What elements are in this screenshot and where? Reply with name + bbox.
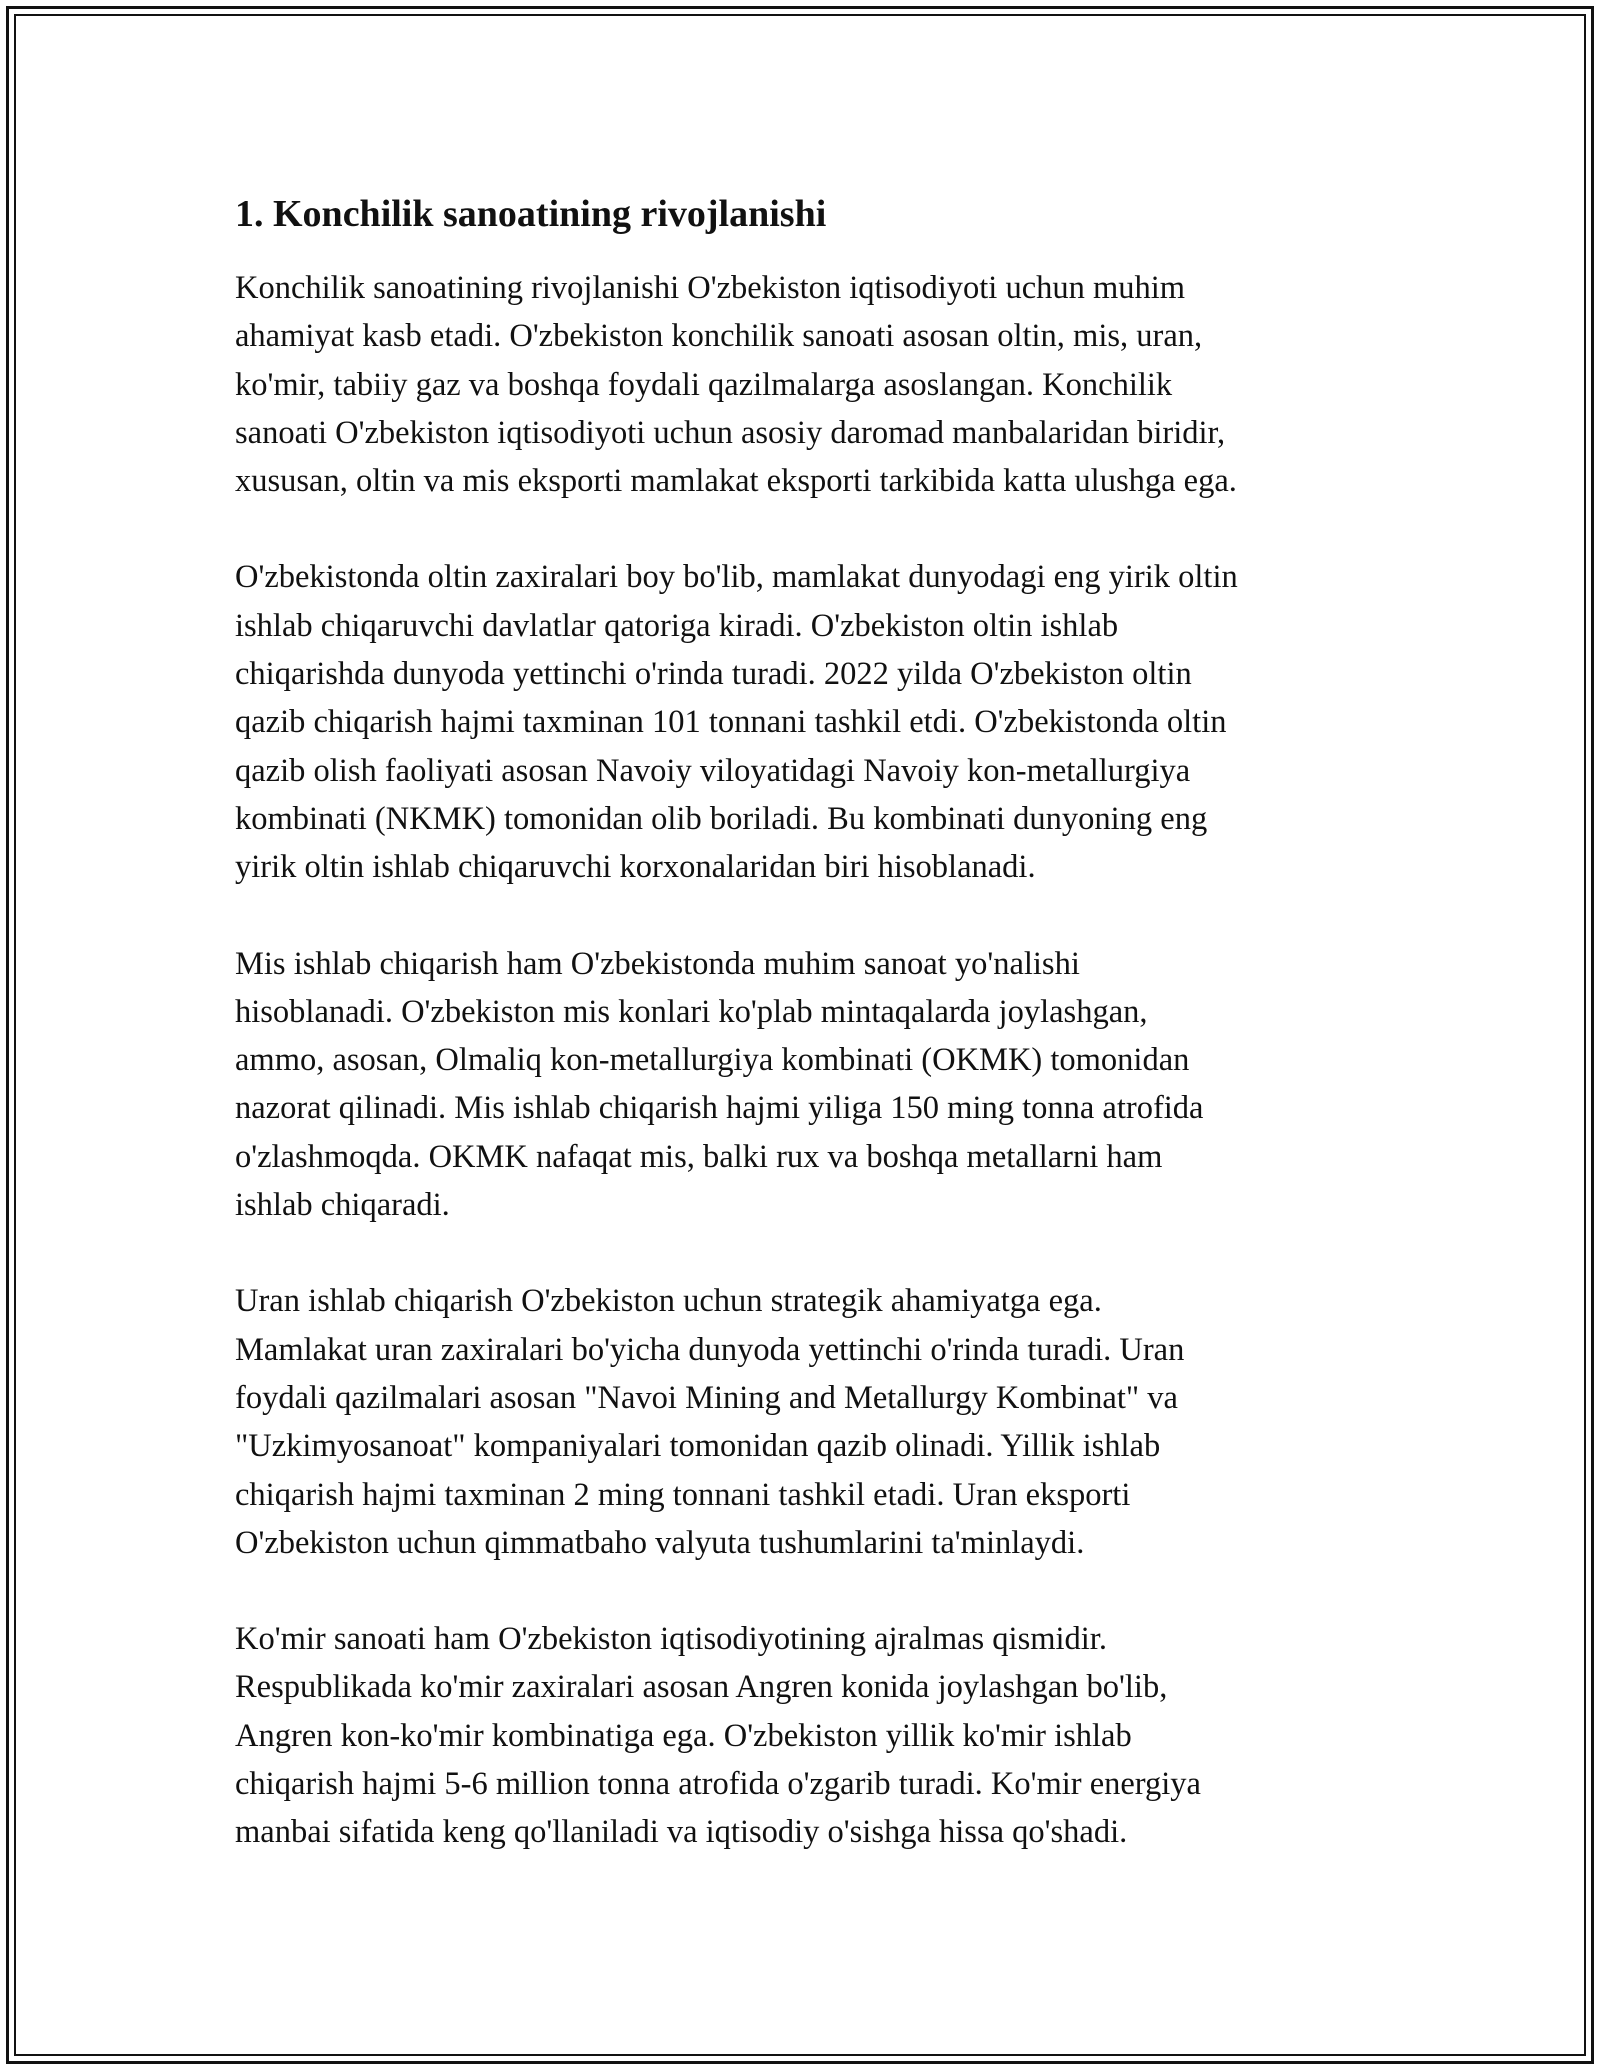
paragraph-line: nazorat qilinadi. Mis ishlab chiqarish hajmi yiliga 150 ming tonna atrofida: [235, 1090, 1204, 1127]
paragraph-line: o'zlashmoqda. OKMK nafaqat mis, balki rux va boshqa metallarni ham: [235, 1138, 1163, 1175]
paragraph-3: [235, 940, 1375, 1230]
paragraph-line: O'zbekiston uchun qimmatbaho valyuta tushumlarini ta'minlaydi.: [235, 1524, 1085, 1561]
paragraph-line: O'zbekistonda oltin zaxiralari boy bo'lib, mamlakat dunyodagi eng yirik oltin: [235, 559, 1238, 596]
paragraph-line: qazib olish faoliyati asosan Navoiy viloyatidagi Navoiy kon-metallurgiya: [235, 752, 1191, 789]
section-heading: 1. Konchilik sanoatining rivojlanishi: [235, 193, 827, 235]
paragraph-line: Uran ishlab chiqarish O'zbekiston uchun strategik ahamiyatga ega.: [235, 1283, 1102, 1320]
paragraph-line: kombinati (NKMK) tomonidan olib boriladi. Bu kombinati dunyoning eng: [235, 800, 1208, 837]
paragraph-line: Angren kon-ko'mir kombinatiga ega. O'zbekiston yillik ko'mir ishlab: [235, 1717, 1132, 1754]
paragraph-line: ko'mir, tabiiy gaz va boshqa foydali qazilmalarga asoslangan. Konchilik: [235, 366, 1173, 403]
paragraph-line: chiqarish hajmi 5-6 million tonna atrofida o'zgarib turadi. Ko'mir energiya: [235, 1766, 1201, 1803]
paragraph-line: Mis ishlab chiqarish ham O'zbekistonda muhim sanoat yo'nalishi: [235, 945, 1080, 982]
paragraph-line: Respublikada ko'mir zaxiralari asosan Angren konida joylashgan bo'lib,: [235, 1669, 1168, 1706]
paragraph-5: [235, 1615, 1375, 1856]
document-body: [235, 188, 1375, 1905]
paragraph-line: Konchilik sanoatining rivojlanishi O'zbekiston iqtisodiyoti uchun muhim: [235, 270, 1186, 306]
paragraph-line: ahamiyat kasb etadi. O'zbekiston konchilik sanoati asosan oltin, mis, uran,: [235, 318, 1203, 355]
paragraph-line: sanoati O'zbekiston iqtisodiyoti uchun asosiy daromad manbalaridan biridir,: [235, 414, 1226, 451]
paragraph-line: chiqarishda dunyoda yettinchi o'rinda turadi. 2022 yilda O'zbekiston oltin: [235, 656, 1192, 693]
paragraph-line: ishlab chiqaradi.: [235, 1187, 450, 1224]
paragraph-2: [235, 553, 1375, 891]
paragraph-line: chiqarish hajmi taxminan 2 ming tonnani tashkil etadi. Uran eksporti: [235, 1476, 1131, 1513]
paragraph-4: [235, 1277, 1375, 1567]
paragraph-line: xususan, oltin va mis eksporti mamlakat eksporti tarkibida katta ulushga ega.: [235, 463, 1237, 500]
paragraph-line: Ko'mir sanoati ham O'zbekiston iqtisodiyotining ajralmas qismidir.: [235, 1621, 1107, 1658]
paragraph-line: yirik oltin ishlab chiqaruvchi korxonalaridan biri hisoblanadi.: [235, 849, 1036, 886]
paragraph-list: [235, 264, 1375, 1857]
paragraph-line: hisoblanadi. O'zbekiston mis konlari ko'plab mintaqalarda joylashgan,: [235, 993, 1148, 1030]
paragraph-line: qazib chiqarish hajmi taxminan 101 tonnani tashkil etdi. O'zbekistonda oltin: [235, 704, 1227, 741]
paragraph-line: ammo, asosan, Olmaliq kon-metallurgiya kombinati (OKMK) tomonidan: [235, 1042, 1190, 1079]
paragraph-line: ishlab chiqaruvchi davlatlar qatoriga kiradi. O'zbekiston oltin ishlab: [235, 607, 1119, 644]
paragraph-line: "Uzkimyosanoat" kompaniyalari tomonidan qazib olinadi. Yillik ishlab: [235, 1428, 1161, 1465]
paragraph-line: Mamlakat uran zaxiralari bo'yicha dunyoda yettinchi o'rinda turadi. Uran: [235, 1331, 1185, 1368]
paragraph-1: [235, 264, 1375, 505]
paragraph-line: foydali qazilmalari asosan "Navoi Mining and Metallurgy Kombinat" va: [235, 1379, 1178, 1416]
paragraph-line: manbai sifatida keng qo'llaniladi va iqtisodiy o'sishga hissa qo'shadi.: [235, 1814, 1128, 1851]
